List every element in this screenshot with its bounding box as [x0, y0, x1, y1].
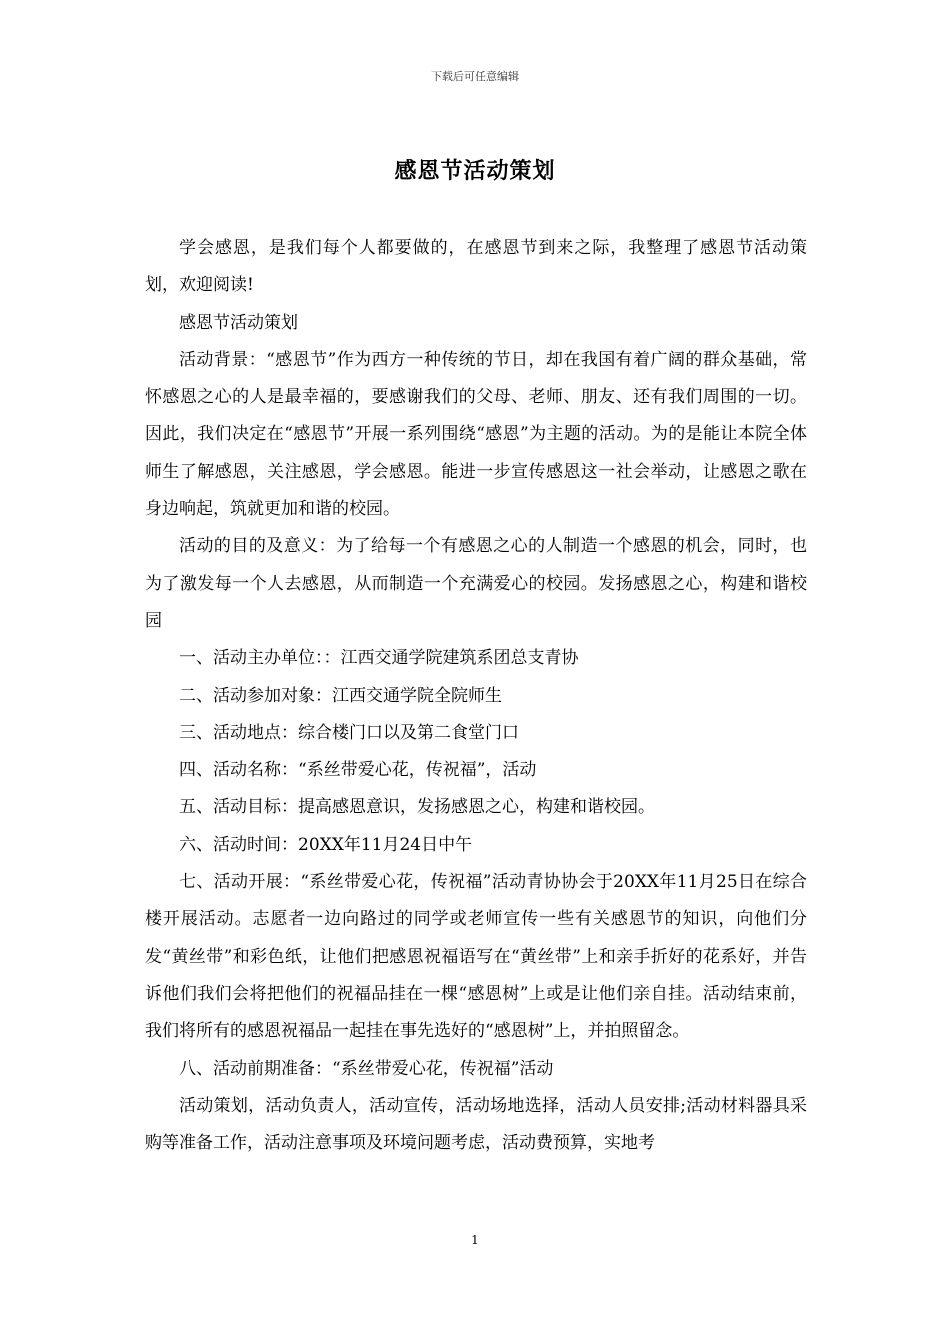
paragraph-purpose: 活动的目的及意义：为了给每一个有感恩之心的人制造一个感恩的机会，同时，也为了激发每一个人去感恩，从而制造一个充满爱心的校园。发扬感恩之心，构建和谐校园 — [145, 536, 807, 631]
document-title: 感恩节活动策划 — [394, 158, 556, 184]
paragraph-time: 六、活动时间：20XX年11月24日中午 — [179, 834, 473, 855]
page-number: 1 — [471, 1233, 479, 1247]
paragraph-location: 三、活动地点：综合楼门口以及第二食堂门口 — [179, 722, 519, 743]
paragraph-preparation-details: 活动策划，活动负责人，活动宣传，活动场地选择，活动人员安排;活动材料器具采购等准备工作，活动注意事项及环境问题考虑，活动费预算，实地考 — [145, 1095, 807, 1154]
paragraph-background: 活动背景：“感恩节”作为西方一种传统的节日，却在我国有着广阔的群众基础，常怀感恩之心的人是最幸福的，要感谢我们的父母、老师、朋友、还有我们周围的一切。因此，我们决定在“感恩节”开展一系列围绕“感恩”为主题的活动。为的是能让本院全体师生了解感恩，关注感恩，学会感恩。能进一步宣传感恩这一社会举动，让感恩之歌在身边响起，筑就更加和谐的校园。 — [145, 349, 807, 520]
paragraph-organizer: 一、活动主办单位：：江西交通学院建筑系团总支青协 — [179, 648, 579, 669]
document-body — [145, 230, 807, 1162]
paragraph-participants: 二、活动参加对象：江西交通学院全院师生 — [179, 685, 502, 706]
paragraph-execution: 七、活动开展：“系丝带爱心花，传祝福”活动青协协会于20XX年11月25日在综合楼开展活动。志愿者一边向路过的同学或老师宣传一些有关感恩节的知识，向他们分发“黄丝带”和彩色纸，让他们把感恩祝福语写在“黄丝带”上和亲手折好的花系好，并告诉他们我们会将把他们的祝福品挂在一棵“感恩树”上或是让他们亲自挂。活动结束前，我们将所有的感恩祝福品一起挂在事先选好的“感恩树”上，并拍照留念。 — [145, 872, 807, 1042]
paragraph-activity-name: 四、活动名称：“系丝带爱心花，传祝福”，活动 — [179, 760, 537, 781]
paragraph-subtitle: 感恩节活动策划 — [179, 312, 298, 333]
paragraph-intro: 学会感恩，是我们每个人都要做的，在感恩节到来之际，我整理了感恩节活动策划，欢迎阅读! — [145, 238, 807, 296]
paragraph-goal: 五、活动目标：提高感恩意识，发扬感恩之心，构建和谐校园。 — [179, 797, 655, 818]
header-note: 下载后可任意编辑 — [431, 70, 519, 83]
paragraph-preparation: 八、活动前期准备：“系丝带爱心花，传祝福”活动 — [179, 1058, 554, 1079]
